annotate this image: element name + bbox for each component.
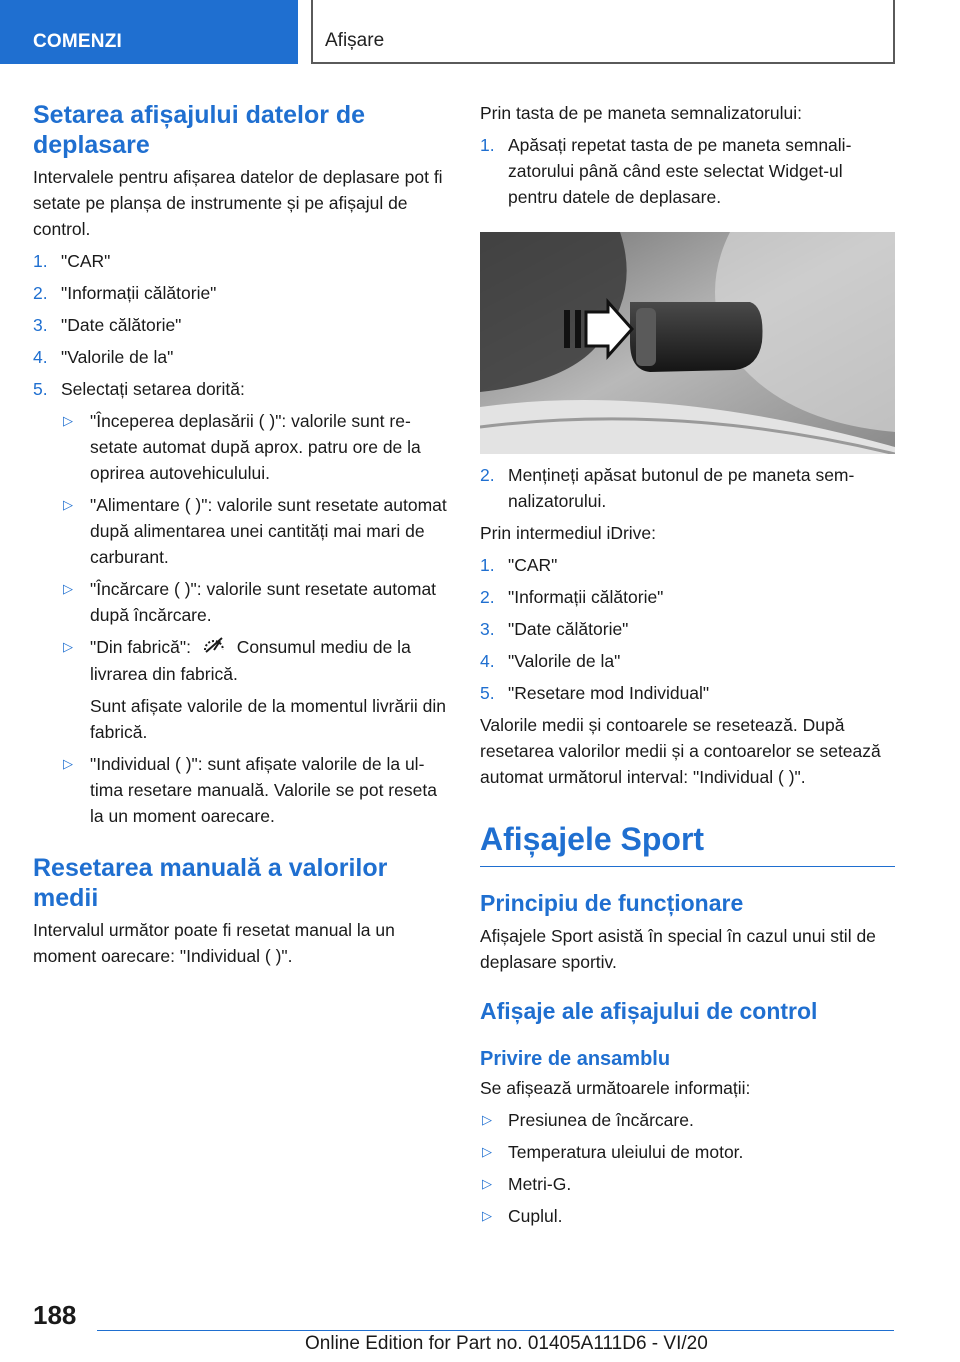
right-column: [480, 100, 895, 1229]
stalk-step-2: 2. Mențineți apăsat butonul de pe maneta semnalizatorului.: [480, 465, 855, 511]
list-item-number: 3.: [480, 619, 495, 639]
heading-rule: [480, 866, 895, 867]
list-item-number: 2.: [480, 587, 495, 607]
sport-items-list: [480, 1107, 895, 1229]
list-item: [33, 280, 448, 306]
turn-signal-stalk-photo: [480, 232, 895, 454]
list-item: [33, 312, 448, 338]
bullet-triangle-icon: ▷: [63, 413, 73, 428]
list-item: [480, 680, 895, 706]
list-item: [480, 648, 895, 674]
bullet-triangle-icon: ▷: [482, 1176, 492, 1191]
list-item-text: "Date călătorie": [61, 315, 182, 335]
bullet-triangle-icon: ▷: [63, 581, 73, 596]
list-item-number: 4.: [33, 347, 48, 367]
list-item: [480, 584, 895, 610]
list-item-number: 2.: [33, 283, 48, 303]
heading-control-display: Afișaje ale afișajului de control: [480, 998, 818, 1024]
section-tab: COMENZI: [0, 0, 298, 64]
list-item-text: "Informații călătorie": [508, 587, 664, 607]
paragraph-idrive-method: Prin intermediul iDrive:: [480, 523, 657, 543]
list-item: [480, 1139, 895, 1165]
list-item-text: "Resetare mod Individual": [508, 683, 710, 703]
heading-sport-displays: Afișajele Sport: [480, 821, 705, 857]
list-item-number: 1.: [480, 555, 495, 575]
list-item: [480, 552, 895, 578]
chapter-title: Afișare: [311, 0, 895, 64]
option-charge: ▷ "Încărcare ( )": valorile sunt resetate automat după încărcare.: [33, 576, 448, 628]
heading-overview: Privire de ansamblu: [480, 1048, 671, 1070]
option-individual: ▷ "Individual ( )": sunt afișate valorile de la ultima resetare manuală. Valorile se pot reseta la un moment oarecare.: [33, 751, 448, 829]
list-item-text: Selectați setarea dorită:: [61, 379, 245, 399]
list-item: [480, 1203, 895, 1229]
bullet-triangle-icon: ▷: [63, 639, 73, 654]
factory-note: Sunt afișate valorile de la momentul livrării din fabrică.: [90, 696, 446, 743]
list-item-number: 3.: [33, 315, 48, 335]
option-start: ▷ "Începerea deplasării ( )": valorile sunt resetate automat după aprox. patru ore de la oprirea autovehiculului.: [33, 408, 448, 486]
list-item-text: "Valorile de la": [508, 651, 621, 671]
option-factory: ▷ "Din fabrică": Consumul mediu de la livrarea din fabrică.: [33, 634, 448, 687]
paragraph-manual-reset: Intervalul următor poate fi resetat manual la un moment oarecare: "Individual ( )".: [33, 920, 395, 967]
bullet-triangle-icon: ▷: [482, 1144, 492, 1159]
list-item: [480, 1171, 895, 1197]
list-item-text: Temperatura uleiului de motor.: [508, 1142, 744, 1162]
list-item: [33, 344, 448, 370]
list-item-number: 5.: [480, 683, 495, 703]
bullet-triangle-icon: ▷: [482, 1208, 492, 1223]
bullet-triangle-icon: ▷: [63, 497, 73, 512]
paragraph-principle: Afișajele Sport asistă în special în cazul unui stil de deplasare sportiv.: [480, 926, 876, 972]
list-item-text: Cuplul.: [508, 1206, 563, 1226]
list-item-text: Presiunea de încărcare.: [508, 1110, 694, 1130]
idrive-steps-list: [480, 552, 895, 706]
paragraph-overview: Se afișează următoarele informații:: [480, 1078, 751, 1098]
list-item: [480, 1107, 895, 1133]
bullet-triangle-icon: ▷: [63, 756, 73, 772]
setting-steps-list: [33, 248, 448, 402]
list-item-number: 5.: [33, 379, 48, 399]
footer-rule: [97, 1330, 894, 1331]
bullet-triangle-icon: ▷: [482, 1112, 492, 1127]
consumption-gauge-icon: [202, 635, 226, 661]
paragraph-setting-intro: Intervalele pentru afișarea datelor de deplasare pot fi setate pe planșa de instrumente și pe afișajul de control.: [33, 167, 443, 239]
list-item-text: Metri-G.: [508, 1174, 572, 1194]
heading-principle: Principiu de funcționare: [480, 890, 744, 916]
list-item: [480, 616, 895, 642]
page-number: 188: [33, 1300, 77, 1330]
list-item-number: 4.: [480, 651, 495, 671]
list-item: [33, 248, 448, 274]
footer-edition: Online Edition for Part no. 01405A111D6 - VI/20: [305, 1333, 708, 1354]
left-column: [33, 100, 448, 969]
option-fuel: ▷ "Alimentare ( )": valorile sunt resetate automat după alimentarea unei cantități mai mari de carburant.: [33, 492, 448, 570]
list-item-text: "Informații călătorie": [61, 283, 217, 303]
paragraph-stalk-method: Prin tasta de pe maneta semnalizatorului:: [480, 103, 802, 123]
list-item: [33, 376, 448, 402]
heading-manual-reset: Resetarea manuală a valorilor medii: [33, 854, 388, 913]
list-item-number: 1.: [33, 251, 48, 271]
heading-trip-data-setting: Setarea afișajului datelor de deplasare: [33, 101, 366, 159]
list-item-text: "Date călătorie": [508, 619, 629, 639]
paragraph-after-reset: Valorile medii și contoarele se resetează. După resetarea valorilor medii și a contoarelor se setează automat următorul interval: "Individual ( )".: [480, 715, 881, 787]
stalk-step-1: 1. Apăsați repetat tasta de pe maneta semnalizatorului până când este selectat Widget-ul pentru datele de deplasare.: [480, 135, 852, 207]
list-item-text: "CAR": [508, 555, 558, 575]
list-item-text: "CAR": [61, 251, 111, 271]
list-item-text: "Valorile de la": [61, 347, 174, 367]
